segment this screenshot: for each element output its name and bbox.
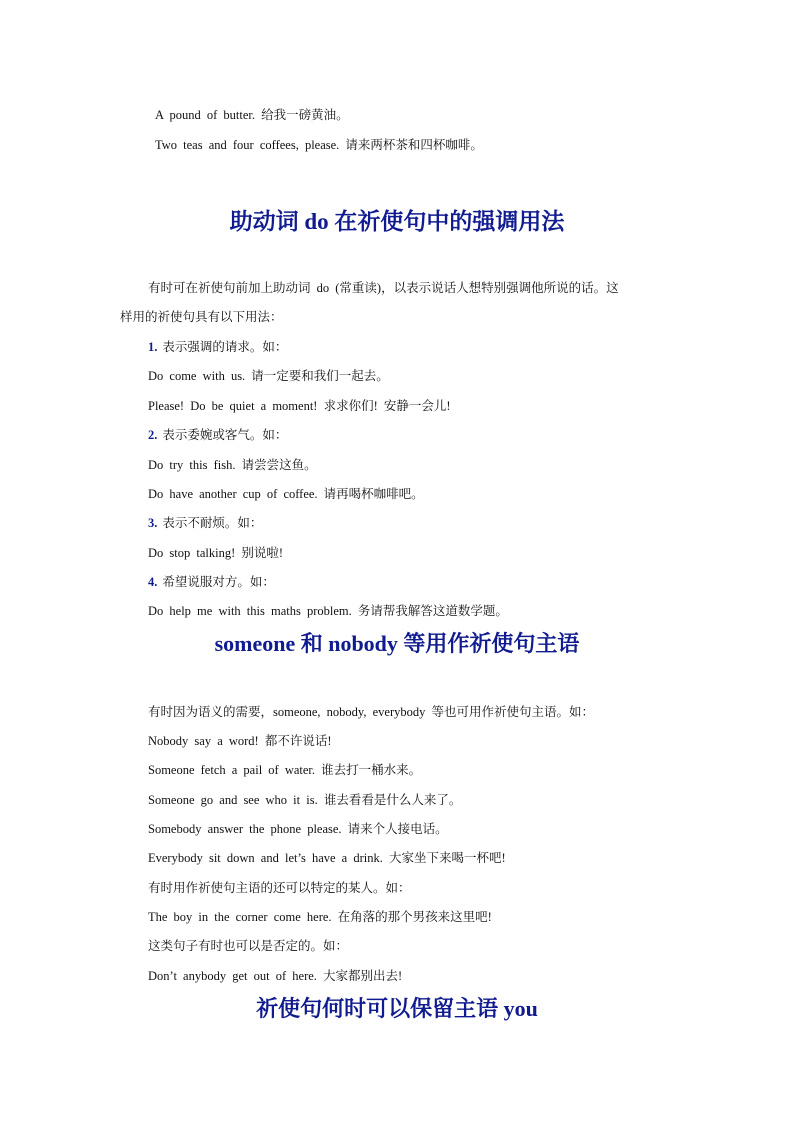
section-heading-someone-nobody: someone 和 nobody 等用作祈使句主语 xyxy=(214,631,580,656)
example-sentence: Do have another cup of coffee. 请再喝杯咖啡吧。 xyxy=(148,487,424,501)
usage-label: 表示强调的请求。如： xyxy=(162,340,288,354)
usage-label: 表示委婉或客气。如： xyxy=(162,428,288,442)
section1-paragraph-line-2: 样用的祈使句具有以下用法： xyxy=(120,310,283,324)
example-sentence: Please! Do be quiet a moment! 求求你们! 安静一会儿! xyxy=(148,399,451,413)
section2-line: Somebody answer the phone please. 请来个人接电话。 xyxy=(148,822,448,836)
section2-line: Everybody sit down and let’s have a drink. 大家坐下来喝一杯吧! xyxy=(148,851,506,865)
section-heading-do-emphasis: 助动词 do 在祈使句中的强调用法 xyxy=(229,209,565,234)
intro-example-1: A pound of butter. 给我一磅黄油。 xyxy=(155,108,349,122)
usage-item-1 xyxy=(148,339,287,355)
intro-example-2: Two teas and four coffees, please. 请来两杯茶和四杯咖啡。 xyxy=(155,138,483,152)
usage-item-3 xyxy=(148,515,262,531)
usage-number: 4. xyxy=(148,575,158,589)
section2-line: 有时因为语义的需要，someone, nobody, everybody 等也可用作祈使句主语。如： xyxy=(148,705,595,719)
usage-item-4 xyxy=(148,574,275,590)
section2-line: The boy in the corner come here. 在角落的那个男孩来这里吧! xyxy=(148,910,492,924)
example-sentence: Do stop talking! 别说啦! xyxy=(148,546,284,560)
section1-paragraph-line-1: 有时可在祈使句前加上助动词 do (常重读)，以表示说话人想特别强调他所说的话。这 xyxy=(148,281,619,295)
usage-number: 3. xyxy=(148,516,158,530)
example-sentence: Do try this fish. 请尝尝这鱼。 xyxy=(148,458,317,472)
section2-line: Someone go and see who it is. 谁去看看是什么人来了。 xyxy=(148,793,462,807)
section2-line: 有时用作祈使句主语的还可以特定的某人。如： xyxy=(148,881,411,895)
usage-number: 1. xyxy=(148,340,158,354)
section2-line: 这类句子有时也可以是否定的。如： xyxy=(148,939,349,953)
section-heading-keep-subject-you: 祈使句何时可以保留主语 you xyxy=(256,996,538,1021)
usage-label: 希望说服对方。如： xyxy=(162,575,275,589)
usage-item-2 xyxy=(148,427,287,443)
example-sentence: Do come with us. 请一定要和我们一起去。 xyxy=(148,369,389,383)
section2-line: Nobody say a word! 都不许说话! xyxy=(148,734,332,748)
section2-line: Someone fetch a pail of water. 谁去打一桶水来。 xyxy=(148,763,422,777)
usage-label: 表示不耐烦。如： xyxy=(162,516,263,530)
section2-line: Don’t anybody get out of here. 大家都别出去! xyxy=(148,969,403,983)
example-sentence: Do help me with this maths problem. 务请帮我解答这道数学题。 xyxy=(148,604,508,618)
usage-number: 2. xyxy=(148,428,158,442)
